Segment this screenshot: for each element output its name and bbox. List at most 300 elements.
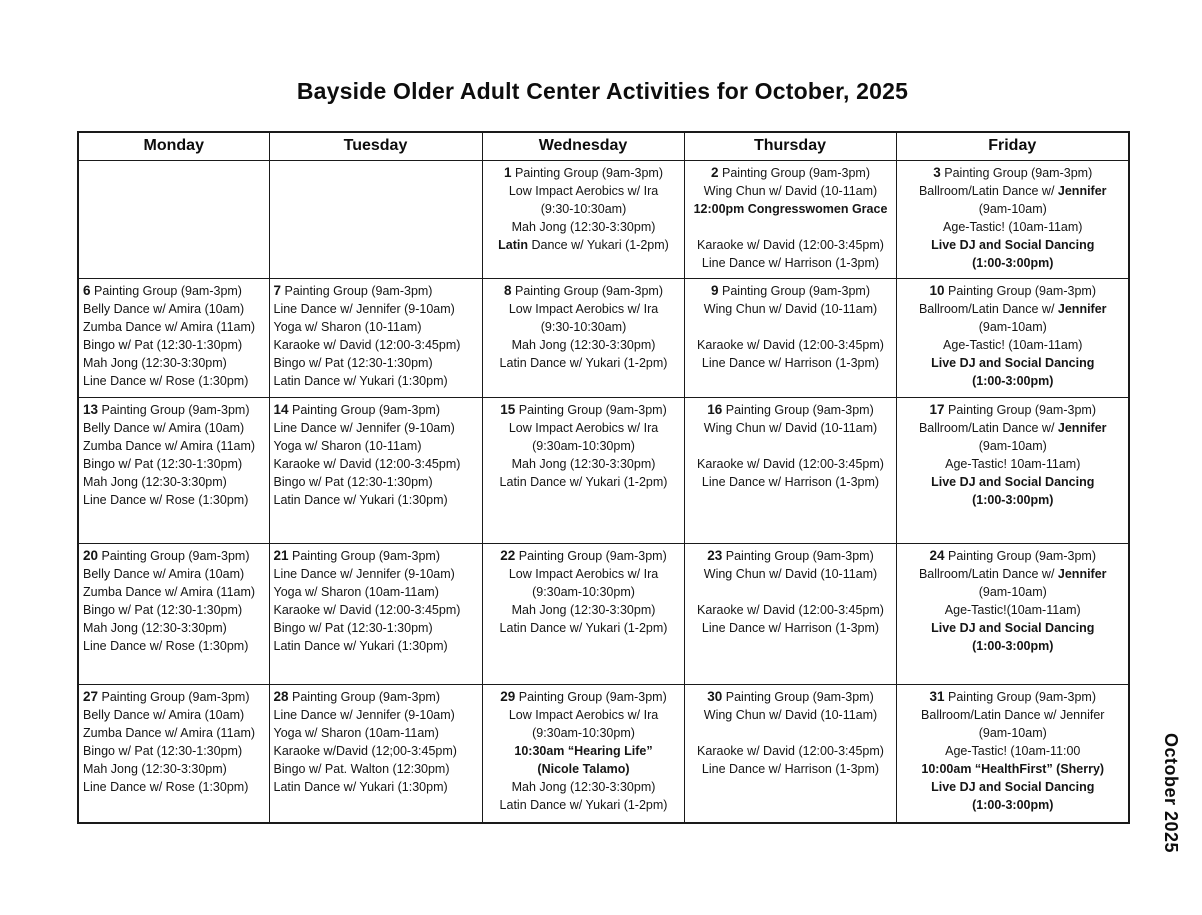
event-line: [689, 455, 893, 473]
event-line: [274, 473, 479, 491]
event-text: Yoga w/ Sharon (10-11am): [273, 438, 422, 453]
event-line: [83, 318, 266, 336]
event-text: Wing Chun w/ David (10-11am): [703, 301, 878, 316]
event-text: Mah Jong (12:30-3:30pm): [83, 355, 227, 370]
event-text: Painting Group (9am-3pm): [940, 165, 1093, 180]
day-number: 9: [711, 282, 719, 298]
day-number: 31: [929, 688, 945, 704]
event-text: Age-Tastic! (10am-11:00: [945, 743, 1081, 758]
event-text: Painting Group (9am-3pm): [288, 689, 440, 704]
event-line: [901, 583, 1126, 601]
day-number: 20: [83, 547, 99, 563]
calendar-cell-oct-15: [482, 397, 684, 543]
event-text: Live DJ and Social Dancing: [931, 779, 1095, 794]
event-text: (1:00-3:00pm): [972, 373, 1054, 388]
event-text: Mah Jong (12:30-3:30pm): [83, 620, 227, 635]
event-line: [901, 200, 1126, 218]
event-line: [83, 372, 266, 390]
calendar-cell-oct-30: [684, 684, 896, 823]
event-text: (1:00-3:00pm): [972, 255, 1054, 270]
event-text: Painting Group (9am-3pm): [722, 689, 874, 704]
day-number: 10: [929, 282, 945, 298]
blank-line: [689, 724, 893, 742]
event-text: Jennifer: [1057, 183, 1107, 198]
event-text: Latin Dance w/ Yukari (1:30pm): [273, 638, 448, 653]
event-line: [274, 282, 479, 300]
event-line: [274, 601, 479, 619]
event-text: Karaoke w/ David (12:00-3:45pm): [697, 237, 884, 252]
event-text: Jennifer: [1057, 301, 1107, 316]
event-line: [274, 637, 479, 655]
event-text: Age-Tastic!(10am-11am): [944, 602, 1081, 617]
event-line: [689, 401, 893, 419]
event-line: [487, 200, 681, 218]
event-line: [487, 318, 681, 336]
event-text: Painting Group (9am-3pm): [511, 165, 663, 180]
event-line: [274, 565, 479, 583]
event-line: [901, 437, 1126, 455]
event-line: [487, 688, 681, 706]
event-line: [689, 282, 893, 300]
event-line: [83, 637, 266, 655]
calendar-week-row: [78, 278, 1129, 397]
event-line: [83, 547, 266, 565]
event-text: Line Dance w/ Rose (1:30pm): [83, 492, 249, 507]
event-text: (9am-10am): [978, 584, 1047, 599]
event-line: [689, 688, 893, 706]
event-text: Low Impact Aerobics w/ Ira: [508, 566, 659, 581]
event-line: [487, 724, 681, 742]
event-line: [901, 724, 1126, 742]
event-line: [901, 282, 1126, 300]
day-number: 16: [707, 401, 723, 417]
event-text: Painting Group (9am-3pm): [718, 165, 870, 180]
event-text: Painting Group (9am-3pm): [515, 689, 667, 704]
event-line: [689, 182, 893, 200]
event-text: Latin Dance w/ Yukari (1:30pm): [273, 779, 448, 794]
event-text: Ballroom/Latin Dance w/: [921, 707, 1060, 722]
month-side-label: October 2025: [1161, 733, 1181, 854]
event-line: [901, 601, 1126, 619]
event-text: Painting Group (9am-3pm): [722, 402, 874, 417]
event-text: Karaoke w/ David (12:00-3:45pm): [697, 456, 884, 471]
event-text: Wing Chun w/ David (10-11am): [703, 566, 878, 581]
event-line: [274, 706, 479, 724]
event-text: Latin Dance w/ Yukari (1:30pm): [273, 373, 448, 388]
event-line: [83, 619, 266, 637]
event-line: [487, 236, 681, 254]
event-line: [901, 354, 1126, 372]
event-line: [274, 583, 479, 601]
event-line: [689, 565, 893, 583]
event-text: Belly Dance w/ Amira (10am): [83, 420, 245, 435]
day-number: 29: [500, 688, 516, 704]
event-text: Bingo w/ Pat (12:30-1:30pm): [273, 620, 433, 635]
event-text: Painting Group (9am-3pm): [98, 548, 250, 563]
event-line: [274, 547, 479, 565]
event-line: [901, 401, 1126, 419]
event-text: (9am-10am): [978, 201, 1047, 216]
event-text: (1:00-3:00pm): [972, 797, 1054, 812]
event-line: [487, 601, 681, 619]
event-line: [901, 688, 1126, 706]
event-line: [83, 565, 266, 583]
event-line: [901, 706, 1126, 724]
event-text: Yoga w/ Sharon (10am-11am): [273, 725, 439, 740]
calendar-cell-oct-28: [269, 684, 482, 823]
event-line: [83, 688, 266, 706]
day-number: 6: [83, 282, 91, 298]
event-text: Belly Dance w/ Amira (10am): [83, 707, 245, 722]
event-line: [689, 236, 893, 254]
event-text: 10:30am “Hearing Life”: [514, 743, 653, 758]
event-text: Mah Jong (12:30-3:30pm): [511, 779, 656, 794]
event-text: Latin Dance w/ Yukari (1-2pm): [499, 355, 668, 370]
event-text: Painting Group (9am-3pm): [718, 283, 870, 298]
event-text: Painting Group (9am-3pm): [288, 548, 440, 563]
event-line: [83, 760, 266, 778]
blank-line: [689, 318, 893, 336]
event-text: Live DJ and Social Dancing: [931, 237, 1095, 252]
event-line: [274, 419, 479, 437]
event-text: Dance w/ Yukari (1-2pm): [528, 237, 669, 252]
event-text: Jennifer: [1057, 420, 1107, 435]
day-number: 15: [500, 401, 516, 417]
calendar-cell-oct-20: [78, 543, 269, 684]
event-text: Bingo w/ Pat (12:30-1:30pm): [83, 456, 243, 471]
event-text: (9:30am-10:30pm): [532, 584, 635, 599]
event-line: [689, 547, 893, 565]
event-line: [83, 473, 266, 491]
event-line: [689, 473, 893, 491]
calendar-cell-oct-1: [482, 160, 684, 278]
event-line: [487, 282, 681, 300]
event-line: [901, 419, 1126, 437]
event-line: [901, 491, 1126, 509]
calendar-cell-oct-31: [896, 684, 1129, 823]
event-line: [689, 336, 893, 354]
event-text: (Nicole Talamo): [537, 761, 630, 776]
event-text: Mah Jong (12:30-3:30pm): [511, 602, 656, 617]
event-line: [487, 760, 681, 778]
day-number: 8: [504, 282, 512, 298]
event-text: Karaoke w/ David (12:00-3:45pm): [273, 456, 461, 471]
event-line: [487, 419, 681, 437]
activities-calendar: [77, 131, 1130, 824]
event-line: [487, 455, 681, 473]
event-text: Painting Group (9am-3pm): [944, 689, 1096, 704]
event-text: Bingo w/ Pat (12:30-1:30pm): [273, 355, 433, 370]
event-text: Karaoke w/ David (12:00-3:45pm): [273, 337, 461, 352]
event-line: [274, 760, 479, 778]
day-number: 22: [500, 547, 516, 563]
event-line: [274, 688, 479, 706]
event-line: [487, 565, 681, 583]
event-text: Belly Dance w/ Amira (10am): [83, 566, 245, 581]
event-line: [901, 760, 1126, 778]
calendar-cell-oct-6: [78, 278, 269, 397]
calendar-cell-empty: [269, 160, 482, 278]
event-line: [901, 318, 1126, 336]
event-line: [274, 742, 479, 760]
day-number: 17: [929, 401, 945, 417]
event-line: [689, 300, 893, 318]
event-line: [689, 164, 893, 182]
event-line: [83, 282, 266, 300]
event-text: (9:30am-10:30pm): [532, 438, 635, 453]
event-text: Wing Chun w/ David (10-11am): [703, 707, 878, 722]
day-number: 24: [929, 547, 945, 563]
event-line: [83, 455, 266, 473]
event-text: Painting Group (9am-3pm): [944, 402, 1096, 417]
event-line: [83, 601, 266, 619]
event-text: Belly Dance w/ Amira (10am): [83, 301, 245, 316]
event-text: Bingo w/ Pat (12:30-1:30pm): [83, 337, 243, 352]
calendar-cell-oct-21: [269, 543, 482, 684]
day-number: 7: [273, 282, 282, 298]
calendar-cell-oct-24: [896, 543, 1129, 684]
calendar-cell-oct-14: [269, 397, 482, 543]
event-text: Zumba Dance w/ Amira (11am): [83, 584, 256, 599]
event-text: Painting Group (9am-3pm): [944, 548, 1096, 563]
calendar-cell-oct-13: [78, 397, 269, 543]
event-line: [487, 547, 681, 565]
event-line: [689, 419, 893, 437]
calendar-cell-oct-3: [896, 160, 1129, 278]
event-line: [901, 455, 1126, 473]
event-text: Ballroom/Latin Dance w/: [918, 420, 1058, 435]
blank-line: [689, 437, 893, 455]
event-text: Painting Group (9am-3pm): [288, 402, 440, 417]
calendar-cell-oct-9: [684, 278, 896, 397]
event-text: 12:00pm Congresswomen Grace: [693, 201, 888, 216]
event-line: [901, 254, 1126, 272]
event-text: Low Impact Aerobics w/ Ira: [508, 301, 659, 316]
event-line: [487, 336, 681, 354]
event-text: Mah Jong (12:30-3:30pm): [511, 337, 656, 352]
event-line: [901, 164, 1126, 182]
event-line: [689, 254, 893, 272]
calendar-cell-oct-16: [684, 397, 896, 543]
event-text: Painting Group (9am-3pm): [722, 548, 874, 563]
event-text: Age-Tastic! (10am-11am): [943, 219, 1083, 234]
event-text: Line Dance w/ Jennifer (9-10am): [273, 420, 455, 435]
page-title: Bayside Older Adult Center Activities for October, 2025: [296, 78, 909, 104]
blank-line: [689, 218, 893, 236]
event-line: [901, 565, 1126, 583]
day-number: 30: [707, 688, 723, 704]
event-line: [274, 491, 479, 509]
event-line: [274, 401, 479, 419]
day-number: 21: [273, 547, 289, 563]
event-text: Karaoke w/ David (12:00-3:45pm): [697, 743, 884, 758]
event-line: [901, 300, 1126, 318]
event-line: [689, 354, 893, 372]
event-text: (1:00-3:00pm): [972, 492, 1054, 507]
event-text: Zumba Dance w/ Amira (11am): [83, 319, 256, 334]
event-text: Painting Group (9am-3pm): [515, 548, 667, 563]
event-line: [83, 724, 266, 742]
event-line: [901, 637, 1126, 655]
event-line: [901, 182, 1126, 200]
event-text: Age-Tastic! (10am-11am): [943, 337, 1083, 352]
event-text: Line Dance w/ Harrison (1-3pm): [701, 255, 880, 270]
event-text: Karaoke w/ David (12:00-3:45pm): [697, 337, 884, 352]
event-line: [487, 473, 681, 491]
event-line: [487, 583, 681, 601]
event-text: Wing Chun w/ David (10-11am): [703, 420, 878, 435]
event-line: [274, 318, 479, 336]
event-line: [274, 437, 479, 455]
event-text: Karaoke w/ David (12:00-3:45pm): [273, 602, 461, 617]
event-line: [83, 583, 266, 601]
day-number: 1: [504, 164, 512, 180]
day-header-monday: Monday: [78, 132, 269, 160]
calendar-cell-empty: [78, 160, 269, 278]
event-text: Line Dance w/ Rose (1:30pm): [83, 779, 249, 794]
event-line: [487, 218, 681, 236]
event-line: [83, 437, 266, 455]
calendar-cell-oct-10: [896, 278, 1129, 397]
event-line: [901, 336, 1126, 354]
event-text: (9am-10am): [978, 725, 1047, 740]
event-line: [487, 182, 681, 200]
event-text: (1:00-3:00pm): [972, 638, 1054, 653]
day-number: 28: [273, 688, 289, 704]
event-text: Ballroom/Latin Dance w/: [918, 183, 1058, 198]
event-text: Wing Chun w/ David (10-11am): [703, 183, 878, 198]
event-line: [83, 354, 266, 372]
event-text: (9am-10am): [978, 438, 1047, 453]
calendar-week-row: [78, 160, 1129, 278]
event-text: Painting Group (9am-3pm): [98, 689, 250, 704]
event-text: Line Dance w/ Jennifer (9-10am): [273, 707, 455, 722]
day-header-tuesday: Tuesday: [269, 132, 482, 160]
event-text: Ballroom/Latin Dance w/: [918, 566, 1058, 581]
event-text: Low Impact Aerobics w/ Ira: [508, 420, 659, 435]
event-text: Painting Group (9am-3pm): [281, 283, 433, 298]
calendar-week-row: [78, 543, 1129, 684]
event-text: Karaoke w/David (12;00-3:45pm): [273, 743, 457, 758]
event-text: Line Dance w/ Harrison (1-3pm): [701, 474, 880, 489]
event-text: (9:30-10:30am): [540, 201, 627, 216]
event-text: Latin Dance w/ Yukari (1:30pm): [273, 492, 448, 507]
event-line: [274, 455, 479, 473]
event-line: [901, 742, 1126, 760]
event-line: [274, 300, 479, 318]
calendar-cell-oct-17: [896, 397, 1129, 543]
event-text: Ballroom/Latin Dance w/: [918, 301, 1058, 316]
event-text: Line Dance w/ Harrison (1-3pm): [701, 620, 880, 635]
calendar-cell-oct-23: [684, 543, 896, 684]
calendar-cell-oct-22: [482, 543, 684, 684]
event-line: [901, 218, 1126, 236]
event-text: Mah Jong (12:30-3:30pm): [83, 761, 227, 776]
event-text: Bingo w/ Pat (12:30-1:30pm): [83, 743, 243, 758]
event-text: Live DJ and Social Dancing: [931, 474, 1095, 489]
event-line: [487, 706, 681, 724]
event-text: Line Dance w/ Harrison (1-3pm): [701, 355, 880, 370]
event-text: Low Impact Aerobics w/ Ira: [508, 707, 659, 722]
event-line: [487, 300, 681, 318]
event-line: [83, 706, 266, 724]
event-text: Karaoke w/ David (12:00-3:45pm): [697, 602, 884, 617]
event-line: [901, 547, 1126, 565]
event-text: Yoga w/ Sharon (10-11am): [273, 319, 422, 334]
event-text: Painting Group (9am-3pm): [515, 402, 667, 417]
event-text: 10:00am “HealthFirst” (Sherry): [921, 761, 1105, 776]
event-text: (9am-10am): [978, 319, 1047, 334]
calendar-cell-oct-29: [482, 684, 684, 823]
event-text: Bingo w/ Pat. Walton (12:30pm): [273, 761, 450, 776]
event-line: [901, 473, 1126, 491]
event-line: [487, 619, 681, 637]
event-text: Latin Dance w/ Yukari (1-2pm): [499, 797, 668, 812]
event-text: Line Dance w/ Harrison (1-3pm): [701, 761, 880, 776]
event-text: Latin: [498, 237, 529, 252]
event-line: [274, 778, 479, 796]
calendar-week-row: [78, 397, 1129, 543]
event-text: Mah Jong (12:30-3:30pm): [511, 456, 656, 471]
event-line: [901, 236, 1126, 254]
calendar-week-row: [78, 684, 1129, 823]
event-text: Painting Group (9am-3pm): [511, 283, 663, 298]
event-line: [274, 724, 479, 742]
event-text: Jennifer: [1059, 707, 1105, 722]
event-line: [487, 742, 681, 760]
event-text: Latin Dance w/ Yukari (1-2pm): [499, 474, 668, 489]
event-line: [689, 200, 893, 218]
event-text: Mah Jong (12:30-3:30pm): [83, 474, 227, 489]
event-line: [83, 336, 266, 354]
event-line: [689, 742, 893, 760]
event-line: [83, 778, 266, 796]
event-line: [487, 437, 681, 455]
event-line: [83, 742, 266, 760]
event-line: [487, 164, 681, 182]
event-line: [83, 300, 266, 318]
event-line: [83, 491, 266, 509]
event-line: [901, 619, 1126, 637]
event-text: Bingo w/ Pat (12:30-1:30pm): [83, 602, 243, 617]
day-number: 13: [83, 401, 99, 417]
event-line: [487, 796, 681, 814]
event-line: [274, 372, 479, 390]
event-line: [901, 372, 1126, 390]
day-header-wednesday: Wednesday: [482, 132, 684, 160]
event-line: [689, 601, 893, 619]
event-text: (9:30am-10:30pm): [532, 725, 635, 740]
event-text: Mah Jong (12:30-3:30pm): [511, 219, 656, 234]
event-line: [487, 354, 681, 372]
event-line: [901, 778, 1126, 796]
event-text: Latin Dance w/ Yukari (1-2pm): [499, 620, 668, 635]
event-line: [83, 401, 266, 419]
day-header-row: [78, 132, 1129, 160]
event-line: [83, 419, 266, 437]
event-text: Low Impact Aerobics w/ Ira: [508, 183, 659, 198]
calendar-cell-oct-8: [482, 278, 684, 397]
day-header-thursday: Thursday: [684, 132, 896, 160]
event-text: Painting Group (9am-3pm): [944, 283, 1096, 298]
event-line: [274, 336, 479, 354]
event-text: Jennifer: [1057, 566, 1107, 581]
day-number: 23: [707, 547, 723, 563]
event-text: Zumba Dance w/ Amira (11am): [83, 725, 256, 740]
event-text: Live DJ and Social Dancing: [931, 355, 1095, 370]
event-text: Line Dance w/ Jennifer (9-10am): [273, 566, 455, 581]
event-line: [689, 760, 893, 778]
